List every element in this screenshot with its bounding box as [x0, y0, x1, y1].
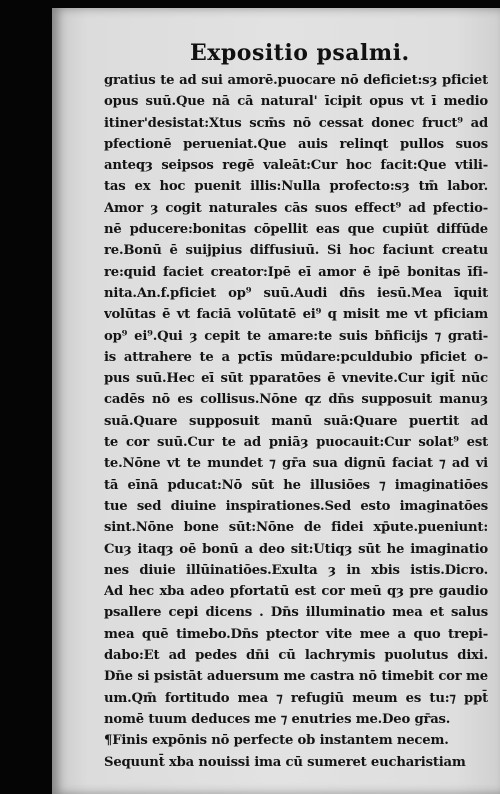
- text-line: mea quē timebo.Dn̄s ptector vite mee a quo trepi-: [104, 626, 488, 642]
- text-line: opus suū.Que nā cā natural' īcipit opus vt ī medio: [104, 94, 488, 110]
- text-line: Sequunt̄ xba nouissi ima cū sumeret eucharistiam: [104, 754, 466, 770]
- text-block: [104, 70, 488, 773]
- text-line: Ad hec xba adeo pfortatū est cor meū qȝ pre gaudio: [104, 584, 488, 600]
- text-line: re.Bonū ē suijpius diffusiuū. Si hoc faciunt creatu: [104, 243, 488, 259]
- text-line: nita.An.f.pficiet op⁹ suū.Audi dn̄s iesū.Mea īquit: [104, 285, 488, 301]
- text-line: op⁹ ei⁹.Qui ȝ cepit te amare:te suis bn̄ficijs ⁊ grati-: [104, 328, 488, 344]
- text-line: ¶Finis expōnis nō perfecte ob instantem necem.: [104, 733, 449, 749]
- text-line: nes diuie illūinatiōes.Exulta ȝ in xbis istis.Dicro.: [104, 562, 488, 578]
- text-line: tue sed diuine inspirationes.Sed esto imaginatōes: [104, 498, 488, 514]
- text-line: sint.Nōne bone sūt:Nōne de fidei xp̄ute.pueniunt:: [104, 520, 488, 536]
- text-line: Cuȝ itaqȝ oē bonū a deo sit:Utiqȝ sūt he imaginatio: [104, 541, 488, 557]
- text-line: psallere cepi dicens . Dn̄s illuminatio mea et salus: [104, 605, 488, 621]
- text-line: itiner'desistat:Xtus scm̄s nō cessat donec fruct⁹ ad: [104, 115, 488, 131]
- text-line: Dn̄e si psistāt aduersum me castra nō timebit cor me: [104, 669, 488, 685]
- text-line: nē pducere:bonitas cōpellit eas que cupiūt diffūde: [104, 222, 488, 238]
- text-line: dabo:Et ad pedes dn̄i cū lachrymis puolutus dixi.: [104, 648, 488, 664]
- text-line: volūtas ē vt faciā volūtatē ei⁹ q misit me vt pficiam: [104, 307, 488, 323]
- text-line: anteqȝ seipsos regē valeāt:Cur hoc facit:Que vtili-: [104, 158, 488, 174]
- running-head: Expositio psalmi.: [190, 40, 410, 66]
- text-line: suā.Quare supposuit manū suā:Quare puertit ad: [104, 413, 488, 429]
- text-line: cadēs nō es collisus.Nōne qz dn̄s supposuit manuȝ: [104, 392, 488, 408]
- text-line: te.Nōne vt te mundet ⁊ gr̄a sua dignū faciat ⁊ ad vi: [104, 456, 488, 472]
- text-line: pfectionē perueniat.Que auis relinqt pullos suos: [104, 136, 488, 152]
- text-line: tas ex hoc puenit illis:Nulla profecto:sȝ tm̄ labor.: [104, 179, 488, 195]
- text-line: um.Qm̄ fortitudo mea ⁊ refugiū meum es tu:⁊ ppt̄: [104, 690, 488, 706]
- text-line: nomē tuum deduces me ⁊ enutries me.Deo gr̄as.: [104, 711, 451, 727]
- text-line: is attrahere te a pctīs mūdare:pculdubio pficiet o-: [104, 349, 488, 365]
- text-line: pus suū.Hec eī sūt pparatōes ē vnevite.Cur igit̄ nūc: [104, 371, 488, 387]
- text-line: re:quid faciet creator:Ipē eī amor ē ipē bonitas īfi-: [104, 264, 488, 280]
- text-line: tā eīnā pducat:Nō sūt he illusiōes ⁊ imaginatiōes: [104, 477, 488, 493]
- text-line: te cor suū.Cur te ad pniāȝ puocauit:Cur solat⁹ est: [104, 435, 488, 451]
- text-line: Amor ȝ cogit naturales cās suos effect⁹ ad pfectio-: [104, 200, 488, 216]
- text-line: gratius te ad sui amorē.puocare nō deficiet:sȝ pficiet: [104, 73, 488, 88]
